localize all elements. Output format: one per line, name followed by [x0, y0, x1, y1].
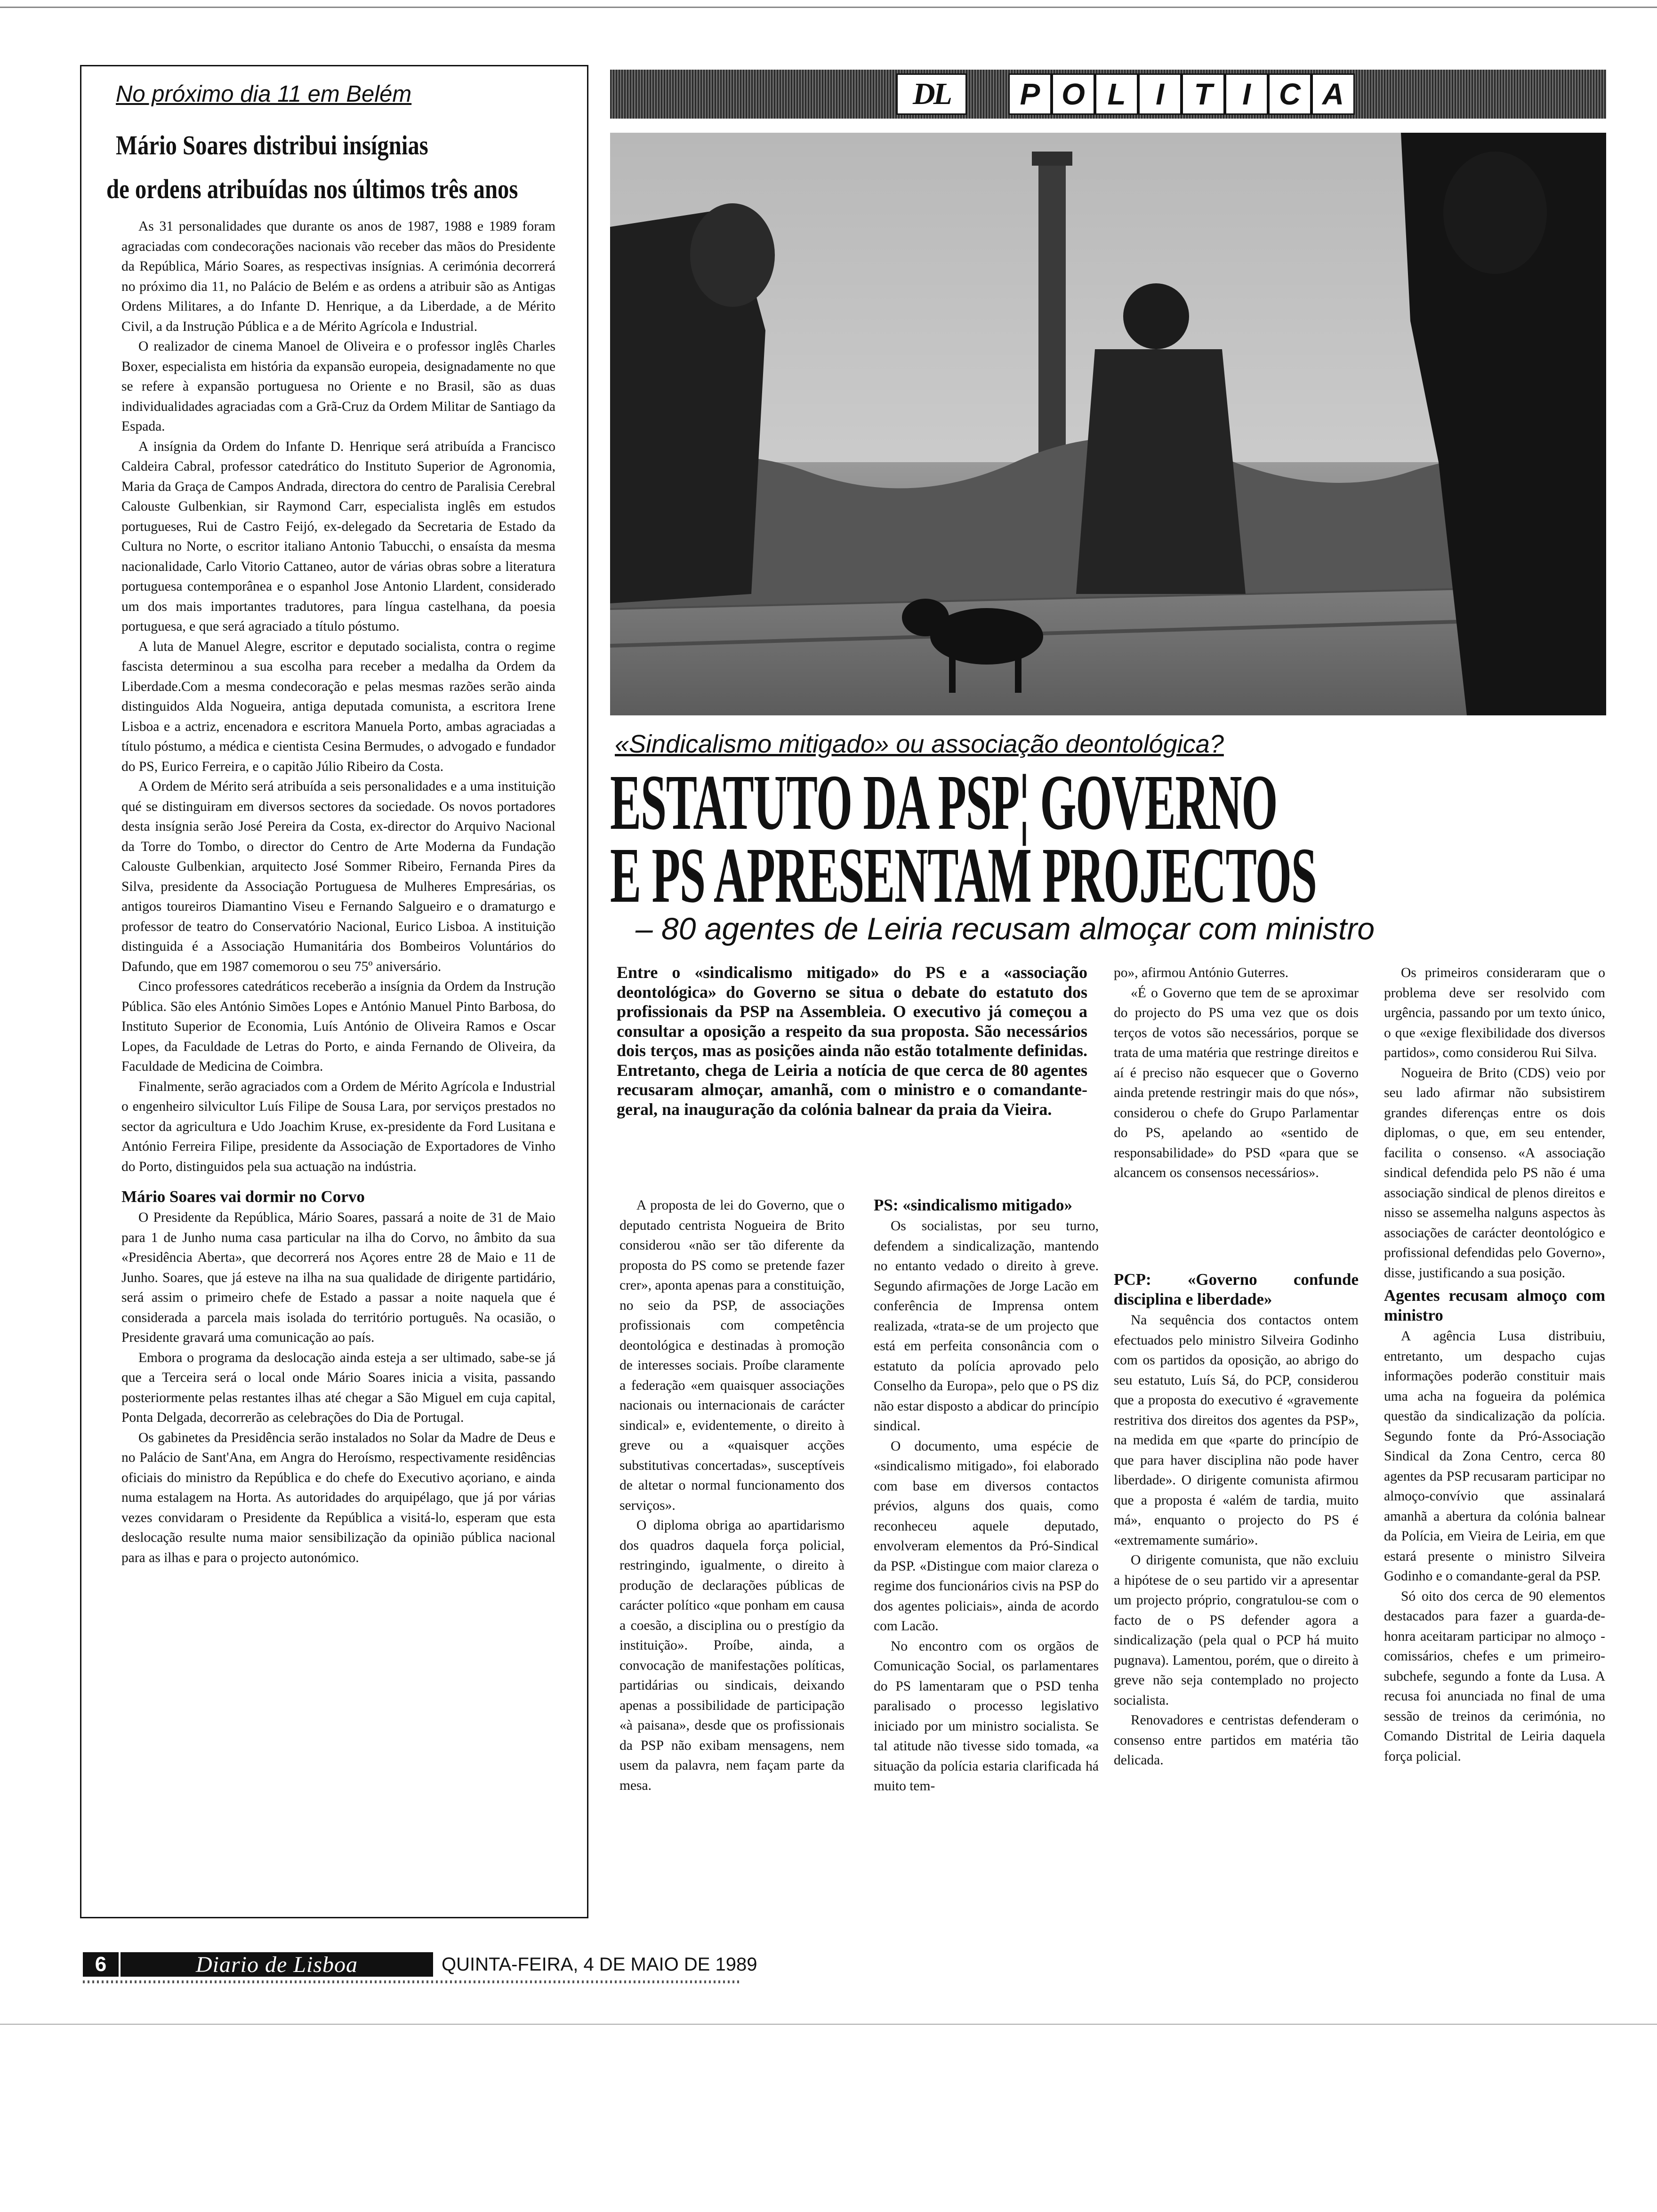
main-paragraph: Os primeiros consideraram que o problema deve ser resolvido com urgência, passando por um texto único, o que «exige flexibilidade dos diversos partidos», como considerou Rui Silva. [1384, 965, 1605, 1060]
left-article-body [121, 216, 555, 1568]
left-paragraph: Embora o programa da deslocação ainda esteja a ser ultimado, sabe-se já que a Terceira será o local onde Mário Soares inicia a visita, passando posteriormente pelas restantes ilhas até chegar a São Miguel em cuja capital, Ponta Delgada, decorrerão as celebrações do Dia de Portugal. [121, 1350, 555, 1425]
main-subhead: Agentes recusam almoço com ministro [1384, 1286, 1605, 1324]
section-letter: P [1008, 73, 1052, 115]
section-letter: I [1138, 73, 1182, 115]
main-kicker: «Sindicalismo mitigado» ou associação deontológica? [615, 730, 1224, 758]
left-paragraph: Os gabinetes da Presidência serão instalados no Solar da Madre de Deus e no Palácio de Sant'Ana, em Angra do Heroísmo, respectivamente residências oficiais do ministro da República e do chefe do Executivo açoriano, e ainda numa estalagem na Horta. As autoridades do arquipélago, que já por várias vezes convidaram o Presidente da República a visitá-lo, esperam que esta deslocação resulte numa maior sensibilização da opinião pública nacional para as ilhas e para o projecto autonómico. [121, 1430, 555, 1565]
section-title [1008, 73, 1355, 115]
main-paragraph: A proposta de lei do Governo, que o deputado centrista Nogueira de Brito considerou «não ser tão diferente da proposta do PS como se pretende fazer crer», aponta apenas para a constituição, no seio da PSP, de associações profissionais com competência deontológica e destinadas à promoção de interesses sociais. Proíbe claramente a federação «em quaisquer associações nacionais ou internacionais de carácter sindical» e, evidentemente, o direito à greve ou a «quaisquer acções substitutivas concertadas», susceptíveis de altetar o normal funcionamento dos serviços». [619, 1198, 845, 1513]
logo-text: DL [913, 77, 950, 111]
main-column-3-top [1114, 963, 1359, 1183]
main-paragraph: po», afirmou António Guterres. [1114, 965, 1289, 980]
newspaper-logo [896, 73, 967, 115]
page-number-box [83, 1952, 119, 1977]
main-paragraph: O dirigente comunista, que não excluiu a hipótese de o seu partido vir a apresentar um projecto próprio, congratulou-se com o facto de o PS defender agora a sindicalização (pela qual o PCP há muito pugnava). Lamentou, porém, que o direito à greve não seja contemplado no projecto socialista. [1114, 1553, 1359, 1708]
section-letter: C [1268, 73, 1311, 115]
left-paragraph: A Ordem de Mérito será atribuída a seis personalidades e a uma instituição qué se distinguiram em diversos sectores da sociedade. Os novos portadores desta insígnia serão José Pereira da Costa, ex-director do Arquivo Nacional da Torre do Tombo, o director do Centro de Arte Moderna da Fundação Calouste Gulbenkian, arquitecto José Sommer Ribeiro, Fernanda Pires da Silva, presidente da Associação Portuguesa de Mulheres Empresárias, os antigos toureiros Diamantino Viseu e Fernando Salgueiro e o dramaturgo e professor de teatro do Conservatório Nacional, Eurico Lisboa. A instituição distinguida é a Associação Humanitária dos Bombeiros Voluntários do Dafundo, que em 1987 comemorou o seu 75º aniversário. [121, 779, 555, 974]
main-column-2 [874, 1195, 1099, 1796]
bottom-rule [0, 2024, 1657, 2025]
left-headline-line2: de ordens atribuídas nos últimos três anos [106, 174, 518, 204]
left-paragraph: Finalmente, serão agraciados com a Ordem de Mérito Agrícola e Industrial o engenheiro silvicultor Luís Filipe de Sousa Lara, por serviços prestados no sector da agricultura e Udo Joachim Kruse, ex-presidente da Ford Lusitana e António Ferreira Filipe, presidente da Associação de Exportadores de Vinho do Porto, distinguidos pela sua actuação na indústria. [121, 1079, 555, 1174]
main-column-4 [1384, 963, 1605, 1766]
left-paragraph: O realizador de cinema Manoel de Oliveira e o professor inglês Charles Boxer, especialista em história da expansão europeia, designadamente no que se refere à expansão portuguesa no Oriente e no Brasil, são as duas individualidades agraciadas com a Grã-Cruz da Ordem Militar de Santiago da Espada. [121, 339, 555, 434]
main-paragraph: Os socialistas, por seu turno, defendem a sindicalização, mantendo no entanto vedado o direito à greve. Segundo afirmações de Jorge Lacão em conferência de Imprensa ontem realizada, «trata-se de um projecto que está em perfeita consonância com o estatuto da polícia aprovado pelo Conselho da Europa», pelo que o PS diz não estar disposto a abdicar do princípio sindical. [874, 1218, 1099, 1434]
left-headline-line1: Mário Soares distribui insígnias [116, 130, 428, 160]
left-paragraph: A luta de Manuel Alegre, escritor e deputado socialista, contra o regime fascista determinou a sua escolha para receber a medalha da Ordem da Liberdade.Com a mesma condecoração e pelas mesmas razões serão ainda distinguidos Alda Nogueira, antiga deputada comunista, a escritora Irene Lisboa e a actriz, encenadora e escritora Manuela Porto, ambas agraciadas a título póstumo, a médica e cientista Cesina Bermudes, o advogado e fundador do PS, Eurico Ferreira, e o capitão Júlio Ribeiro da Costa. [121, 639, 555, 774]
main-paragraph: No encontro com os orgãos de Comunicação Social, os parlamentares do PS lamentaram que o PSD tenha paralisado o processo legislativo iniciado por um ministro socialista. Se tal atitude não tivesse sido tomada, «a situação da polícia estaria clarificada há muito tem- [874, 1638, 1099, 1794]
main-paragraph: Na sequência dos contactos ontem efectuados pelo ministro Silveira Godinho com os partidos da oposição, ao abrigo do seu estatuto, Luís Sá, do PCP, considerou que a proposta do executivo é «gravemente restritiva dos direitos dos agentes da PSP», na medida em que «parte do princípio de que para haver disciplina não pode haver liberdade». O dirigente comunista afirmou que a proposta é «além de tardia, muito má», enquanto o projecto do PS é «extremamente sumário». [1114, 1313, 1359, 1548]
left-subhead: Mário Soares vai dormir no Corvo [121, 1187, 365, 1206]
main-lead: Entre o «sindicalismo mitigado» do PS e a «associação deontológica» do Governo se situa o debate do estatuto dos profissionais da PSP na Assembleia. O executivo já começou a consultar a oposição a respeito da sua proposta. São necessários dois terços, mas as posições ainda não estão totalmente definidas. Entretanto, chega de Leiria a notícia de que cerca de 80 agentes recusaram almoçar, amanhã, com o ministro e o comandante-geral, na inauguração da colónia balnear da praia da Vieira. [617, 963, 1087, 1119]
masthead: Diario de Lisboa [195, 1952, 358, 1977]
news-photo [610, 133, 1606, 715]
main-paragraph: Nogueira de Brito (CDS) veio por seu lado afirmar não subsistirem grandes diferenças entre os dois diplomas, o que, em seu entender, facilita o consenso. «A associação sindical defendida pelo PS não é uma associação sindical de plenos direitos e nisso se assemelha nalguns aspectos às associações de carácter deontológico e profissional defendidas pelo Governo», disse, justificando a sua posição. [1384, 1065, 1605, 1281]
main-paragraph: O documento, uma espécie de «sindicalismo mitigado», foi elaborado com base em diversos contactos prévios, alguns dos quais, como reconheceu aquele deputado, envolveram elementos da Pró-Sindical da PSP. «Distingue com maior clareza o regime dos funcionários civis na PSP do dos agentes policiais», ainda de acordo com Lacão. [874, 1438, 1099, 1634]
left-paragraph: Cinco professores catedráticos receberão a insígnia da Ordem da Instrução Pública. São eles António Simões Lopes e António Manuel Pinto Barbosa, do Instituto Superior de Economia, Luís António de Oliveira Ramos e Oscar Lopes, da Faculdade de Letras do Porto, e ainda Fernando de Oliveira, da Faculdade de Medicina de Coimbra. [121, 979, 555, 1074]
main-column-3-bottom [1114, 1270, 1359, 1771]
footer-rule [83, 1980, 742, 1983]
top-rule [0, 7, 1657, 8]
left-paragraph: O Presidente da República, Mário Soares, passará a noite de 31 de Maio para 1 de Junho numa casa particular na ilha do Corvo, no âmbito da sua «Presidência Aberta», que decorrerá nos Açores entre 28 de Maio e 11 de Junho. Soares, que já esteve na ilha na sua qualidade de dirigente partidário, será assim o primeiro chefe de Estado a passar a noite naquela que é considerada a parcela mais isolada do território português. Na ocasião, o Presidente gravará uma comunicação ao país. [121, 1210, 555, 1345]
main-headline-line1: ESTATUTO DA PSP¦ GOVERNO [610, 759, 1278, 846]
left-paragraph: As 31 personalidades que durante os anos de 1987, 1988 e 1989 foram agraciadas com condecorações nacionais vão receber das mãos do Presidente da República, Mário Soares, as respectivas insígnias. A cerimónia decorrerá no próximo dia 11, no Palácio de Belém e as ordens a atribuir são as Antigas Ordens Militares, a do Infante D. Henrique, a da Liberdade, a de Mérito Civil, a da Instrução Pública e a de Mérito Agrícola e Industrial. [121, 219, 555, 334]
main-subhead: PS: «sindicalismo mitigado» [874, 1196, 1072, 1214]
left-kicker: No próximo dia 11 em Belém [116, 81, 412, 107]
main-paragraph: A agência Lusa distribuiu, entretanto, um despacho cujas informações poderão constituir mais uma acha na fogueira da polémica questão da sindicalização da polícia. Segundo fonte da Pró-Associação Sindical da Zona Centro, cerca 80 agentes da PSP recusaram participar no almoço-convívio que assinalará amanhã a abertura da colónia balnear da Polícia, em Vieira de Leiria, em que estará presente o ministro Silveira Godinho e o comandante-geral da PSP. [1384, 1329, 1605, 1584]
footer-date: QUINTA-FEIRA, 4 DE MAIO DE 1989 [442, 1954, 757, 1975]
photo-illustration [610, 133, 1606, 715]
left-paragraph: A insígnia da Ordem do Infante D. Henrique será atribuída a Francisco Caldeira Cabral, professor catedrático do Instituto Superior de Agronomia, Maria da Graça de Campos Andrada, directora do centro de Paralisia Cerebral Calouste Gulbenkian, sir Raymond Carr, especialista inglês em estudos portugueses, Rui de Castro Feijó, ex-delegado da Secretaria de Estado da Cultura no Norte, o escritor italiano Antonio Tabucchi, o ensaísta da mesma nacionalidade, Carlo Vitorio Cattaneo, autor de várias obras sobre a literatura portuguesa contemporânea e o espanhol Jose Antonio Llardent, considerado um dos mais importantes tradutores, para língua castelhana, da poesia portuguesa, e que será agraciado a título póstumo. [121, 439, 555, 634]
section-letter: T [1182, 73, 1225, 115]
section-letter: O [1052, 73, 1095, 115]
main-column-1 [619, 1195, 845, 1795]
main-paragraph: Renovadores e centristas defenderam o consenso entre partidos em matéria tão delicada. [1114, 1713, 1359, 1768]
main-paragraph: Só oito dos cerca de 90 elementos destacados para fazer a guarda-de-honra aceitaram participar no almoço - comissários, chefes e um primeiro-subchefe, segundo a fonte da Lusa. A recusa foi anunciada no final de uma sessão de treinos da cerimónia, no Comando Distrital de Leiria daquela força policial. [1384, 1588, 1605, 1764]
main-subhead: PCP: «Governo confunde disciplina e liberdade» [1114, 1270, 1359, 1308]
section-letter: I [1225, 73, 1268, 115]
main-subheadline: – 80 agentes de Leiria recusam almoçar com ministro [635, 911, 1375, 946]
main-headline-line2: E PS APRESENTAM PROJECTOS [610, 832, 1317, 919]
main-paragraph: O diploma obriga ao apartidarismo dos quadros daquela força policial, restringindo, igualmente, o direito à produção de declarações públicas de carácter político «que ponham em causa a coesão, a disciplina ou o prestígio da instituição». Proíbe, ainda, a convocação de manifestações políticas, partidárias ou sindicais, deixando apenas a possibilidade de participação «à paisana», desde que os profissionais da PSP não exibam mensagens, nem usem da palavra, nem façam parte da mesa. [619, 1518, 845, 1793]
masthead-box [121, 1952, 433, 1977]
main-paragraph: «É o Governo que tem de se aproximar do projecto do PS uma vez que os dois terços de votos são necessários, porque se trata de uma matéria que restringe direitos e aí é preciso não esquecer que o Governo ainda pretende restringir mais do que nós», considerou o chefe do Grupo Parlamentar do PS, apelando ao «sentido de responsabilidade» do PSD «para que se alcancem os consensos necessários». [1114, 985, 1359, 1180]
section-letter: L [1095, 73, 1138, 115]
section-letter: A [1311, 73, 1355, 115]
page-number: 6 [95, 1953, 107, 1976]
